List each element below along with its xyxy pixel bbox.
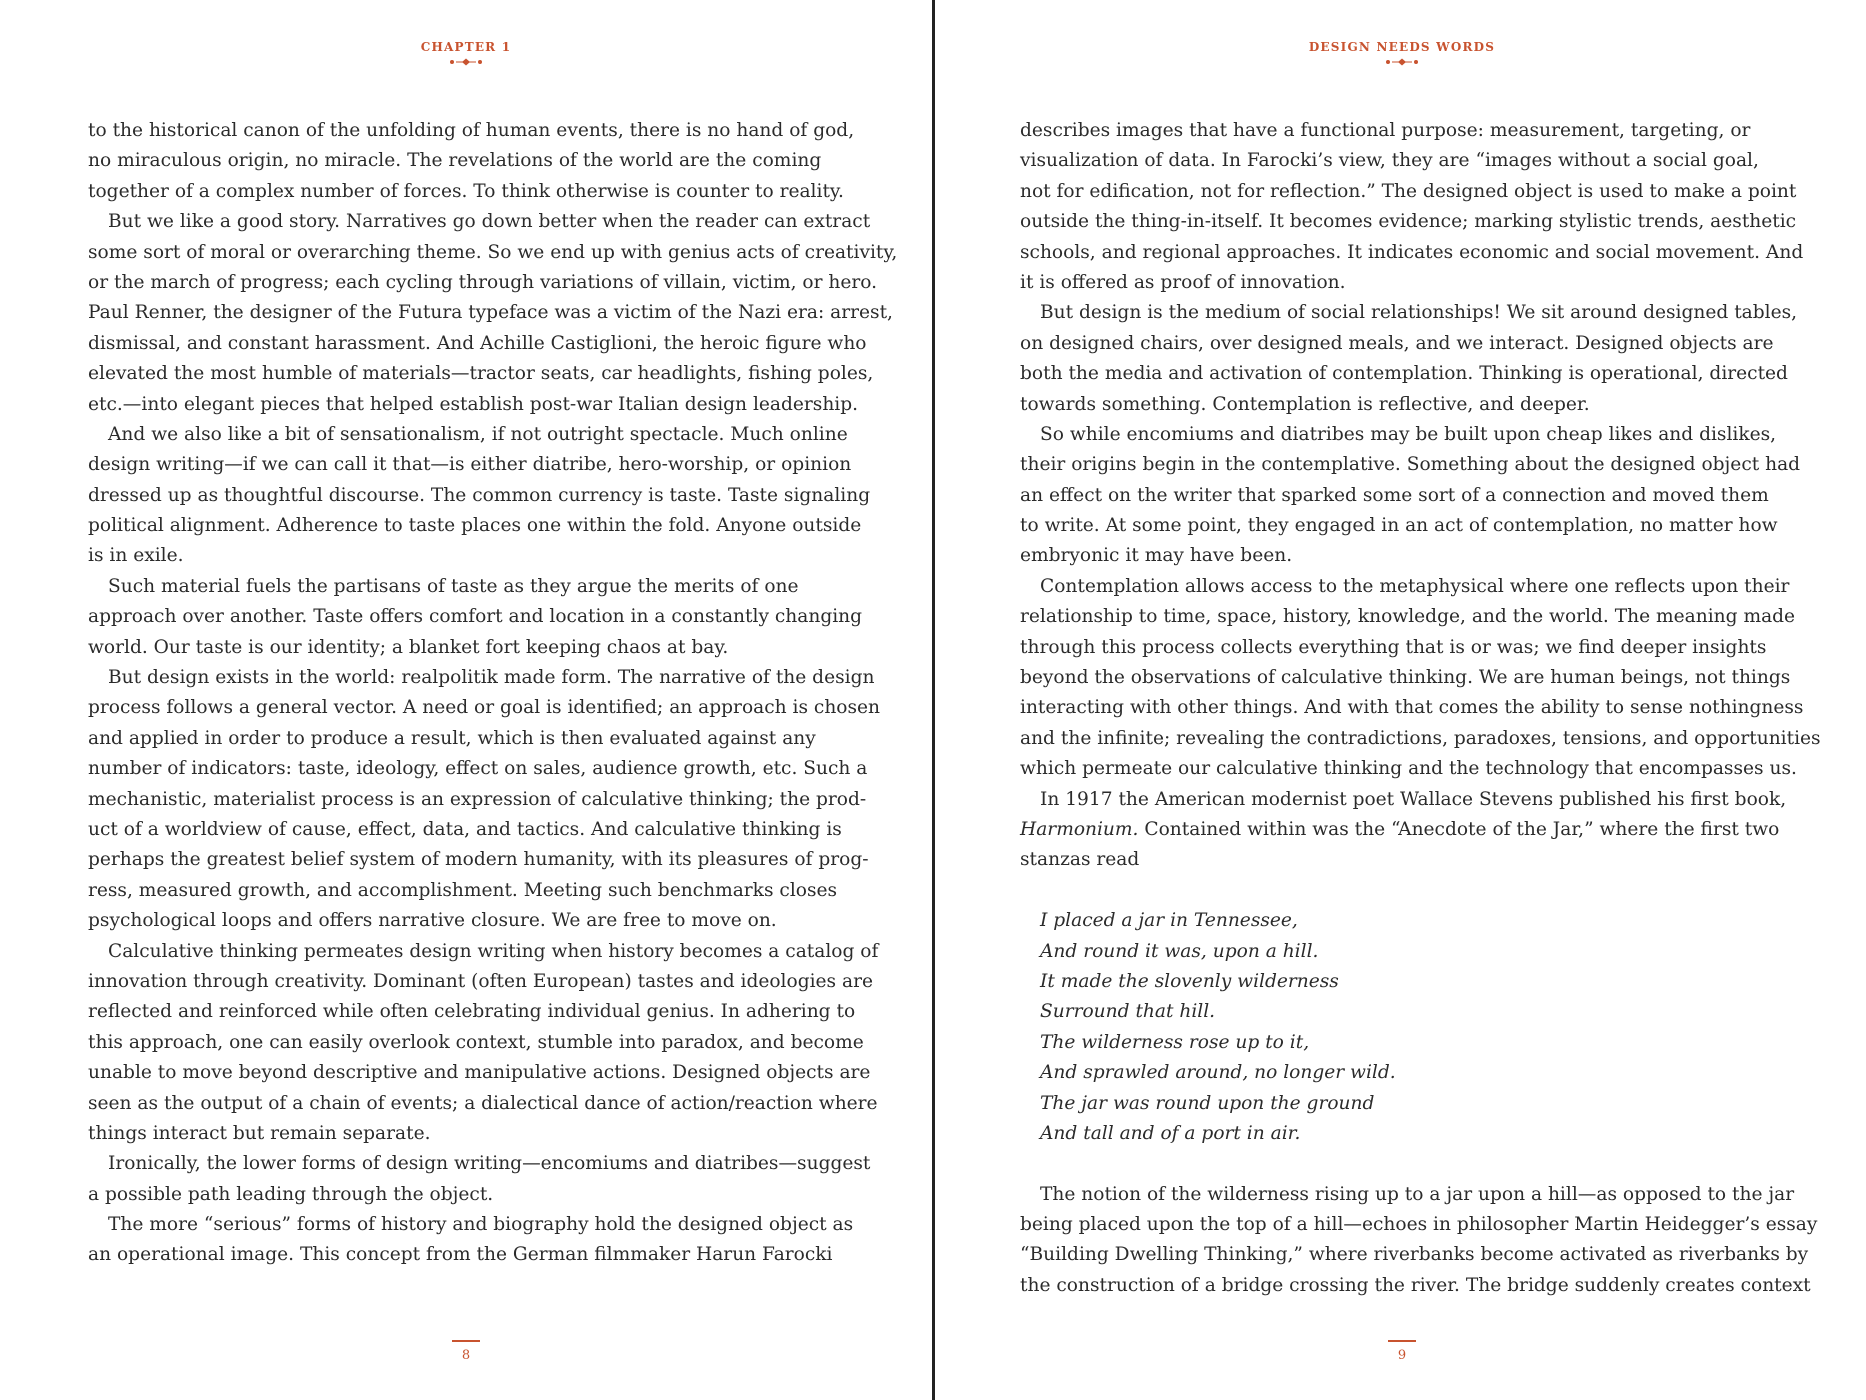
text-line: dressed up as thoughtful discourse. The common currency is taste. Taste signaling	[88, 484, 871, 506]
text-line: and the infinite; revealing the contradictions, paradoxes, tensions, and opportunities	[1020, 727, 1821, 749]
text-line: on designed chairs, over designed meals, and we interact. Designed objects are	[1020, 332, 1774, 354]
verse-spacer	[1020, 1149, 1820, 1179]
verse-line: And round it was, upon a hill.	[1040, 940, 1319, 962]
text-line: their origins begin in the contemplative. Something about the designed object had	[1020, 454, 1801, 476]
text-line: psychological loops and offers narrative closure. We are free to move on.	[88, 910, 777, 932]
text-line: both the media and activation of contemplation. Thinking is operational, directed	[1020, 363, 1788, 385]
text-line: But we like a good story. Narratives go down better when the reader can extract	[108, 211, 871, 233]
fleuron-ornament-icon	[0, 56, 932, 68]
text-line: it is offered as proof of innovation.	[1020, 271, 1346, 293]
text-line: uct of a worldview of cause, effect, data, and tactics. And calculative thinking is	[88, 818, 842, 840]
text-line: visualization of data. In Farocki’s view, they are “images without a social goal,	[1020, 150, 1759, 172]
verse-line: And tall and of a port in air.	[1040, 1122, 1301, 1144]
text-line: being placed upon the top of a hill—echoes in philosopher Martin Heidegger’s essay	[1020, 1214, 1818, 1236]
verse-spacer	[1020, 876, 1820, 906]
text-line: dismissal, and constant harassment. And Achille Castiglioni, the heroic figure who	[88, 332, 867, 354]
text-line: In 1917 the American modernist poet Wallace Stevens published his first book,	[1040, 788, 1787, 810]
book-title-label: DESIGN NEEDS WORDS	[1308, 40, 1496, 54]
left-body-text	[88, 116, 898, 1271]
book-title-italic: Harmonium.	[1020, 818, 1139, 840]
text-line: mechanistic, materialist process is an expression of calculative thinking; the prod-	[88, 788, 867, 810]
text-line: seen as the output of a chain of events; a dialectical dance of action/reaction where	[88, 1092, 878, 1114]
text-line: embryonic it may have been.	[1020, 545, 1293, 567]
text-line: through this process collects everything that is or was; we find deeper insights	[1020, 636, 1767, 658]
verse-line: It made the slovenly wilderness	[1040, 970, 1339, 992]
text-line: some sort of moral or overarching theme. So we end up with genius acts of creativity,	[88, 241, 898, 263]
text-line: a possible path leading through the object.	[88, 1183, 494, 1205]
poem-verse	[1020, 906, 1820, 1149]
text-line: to the historical canon of the unfolding of human events, there is no hand of god,	[88, 120, 855, 141]
text-line: stanzas read	[1020, 849, 1140, 871]
text-line: an operational image. This concept from the German filmmaker Harun Farocki	[88, 1244, 833, 1266]
verse-line: And sprawled around, no longer wild.	[1040, 1062, 1396, 1084]
left-page	[0, 0, 932, 1400]
folio-rule	[1388, 1340, 1416, 1342]
text-line: this approach, one can easily overlook context, stumble into paradox, and become	[88, 1031, 864, 1053]
text-line: to write. At some point, they engaged in an act of contemplation, no matter how	[1020, 515, 1778, 537]
gutter-divider	[932, 0, 935, 1400]
text-line	[1020, 815, 1820, 845]
text-line: reflected and reinforced while often celebrating individual genius. In adhering to	[88, 1001, 856, 1023]
page-number: 8	[461, 1347, 471, 1363]
text-line: approach over another. Taste offers comfort and location in a constantly changing	[88, 606, 863, 628]
text-line-rest: Contained within was the “Anecdote of the Jar,” where the first two	[1138, 818, 1780, 840]
text-line: an effect on the writer that sparked some sort of a connection and moved them	[1020, 484, 1769, 506]
text-line: beyond the observations of calculative thinking. We are human beings, not things	[1020, 667, 1791, 689]
text-line: towards something. Contemplation is reflective, and deeper.	[1020, 393, 1590, 415]
folio-left	[0, 1340, 932, 1363]
text-line: number of indicators: taste, ideology, effect on sales, audience growth, etc. Such a	[88, 758, 868, 780]
chapter-label: CHAPTER 1	[420, 40, 512, 54]
text-line: elevated the most humble of materials—tractor seats, car headlights, fishing poles,	[88, 363, 874, 385]
text-line: Ironically, the lower forms of design writing—encomiums and diatribes—suggest	[108, 1153, 871, 1175]
folio-rule	[452, 1340, 480, 1342]
paragraphs-after-verse	[1020, 1180, 1820, 1302]
verse-line: The jar was round upon the ground	[1040, 1092, 1375, 1114]
right-page	[936, 0, 1866, 1400]
text-line: things interact but remain separate.	[88, 1122, 431, 1144]
text-line: design writing—if we can call it that—is either diatribe, hero-worship, or opinion	[88, 454, 852, 476]
text-line: But design is the medium of social relationships! We sit around designed tables,	[1040, 302, 1798, 324]
text-line: outside the thing-in-itself. It becomes evidence; marking stylistic trends, aesthetic	[1020, 211, 1797, 233]
text-line: Paul Renner, the designer of the Futura typeface was a victim of the Nazi era: arrest,	[88, 302, 893, 324]
text-line: unable to move beyond descriptive and manipulative actions. Designed objects are	[88, 1062, 871, 1084]
text-line: describes images that have a functional purpose: measurement, targeting, or	[1020, 120, 1751, 141]
text-line: no miraculous origin, no miracle. The revelations of the world are the coming	[88, 150, 822, 172]
text-line: interacting with other things. And with that comes the ability to sense nothingness	[1020, 697, 1804, 719]
text-line: But design exists in the world: realpolitik made form. The narrative of the design	[108, 667, 875, 689]
text-line: perhaps the greatest belief system of modern humanity, with its pleasures of prog-	[88, 849, 869, 871]
text-line: world. Our taste is our identity; a blanket fort keeping chaos at bay.	[88, 636, 729, 658]
running-head-left	[0, 40, 932, 68]
folio-right	[936, 1340, 1866, 1363]
text-line: The more “serious” forms of history and biography hold the designed object as	[108, 1214, 854, 1236]
text-line: And we also like a bit of sensationalism, if not outright spectacle. Much online	[108, 423, 848, 445]
text-line: Such material fuels the partisans of taste as they argue the merits of one	[108, 575, 799, 597]
text-line: innovation through creativity. Dominant (often European) tastes and ideologies are	[88, 970, 873, 992]
verse-line: Surround that hill.	[1040, 1001, 1216, 1023]
text-line: which permeate our calculative thinking and the technology that encompasses us.	[1020, 758, 1797, 780]
text-line: Contemplation allows access to the metaphysical where one reflects upon their	[1040, 575, 1790, 597]
text-line: not for edification, not for reflection.” The designed object is used to make a point	[1020, 180, 1797, 202]
page-number: 9	[1397, 1347, 1407, 1363]
text-line: So while encomiums and diatribes may be built upon cheap likes and dislikes,	[1040, 423, 1777, 445]
text-line: schools, and regional approaches. It indicates economic and social movement. And	[1020, 241, 1804, 263]
verse-line: I placed a jar in Tennessee,	[1040, 910, 1298, 932]
text-line: etc.—into elegant pieces that helped establish post-war Italian design leadership.	[88, 393, 859, 415]
text-line: is in exile.	[88, 545, 184, 567]
text-line: Calculative thinking permeates design writing when history becomes a catalog of	[108, 940, 879, 962]
text-line: together of a complex number of forces. To think otherwise is counter to reality.	[88, 180, 844, 202]
text-line: The notion of the wilderness rising up to a jar upon a hill—as opposed to the jar	[1040, 1183, 1795, 1205]
fleuron-ornament-icon	[936, 56, 1866, 68]
verse-line: The wilderness rose up to it,	[1040, 1031, 1310, 1053]
text-line: political alignment. Adherence to taste places one within the fold. Anyone outside	[88, 515, 862, 537]
running-head-right	[936, 40, 1866, 68]
text-line: or the march of progress; each cycling through variations of villain, victim, or hero.	[88, 271, 878, 293]
text-line: relationship to time, space, history, knowledge, and the world. The meaning made	[1020, 606, 1796, 628]
paragraphs-before-verse	[1020, 116, 1820, 815]
right-body-text	[1020, 116, 1820, 1301]
text-line: process follows a general vector. A need or goal is identified; an approach is chosen	[88, 697, 881, 719]
text-line: ress, measured growth, and accomplishment. Meeting such benchmarks closes	[88, 879, 838, 901]
text-line: “Building Dwelling Thinking,” where riverbanks become activated as riverbanks by	[1020, 1244, 1809, 1266]
text-line: the construction of a bridge crossing the river. The bridge suddenly creates context	[1020, 1274, 1811, 1296]
text-line: and applied in order to produce a result, which is then evaluated against any	[88, 727, 816, 749]
